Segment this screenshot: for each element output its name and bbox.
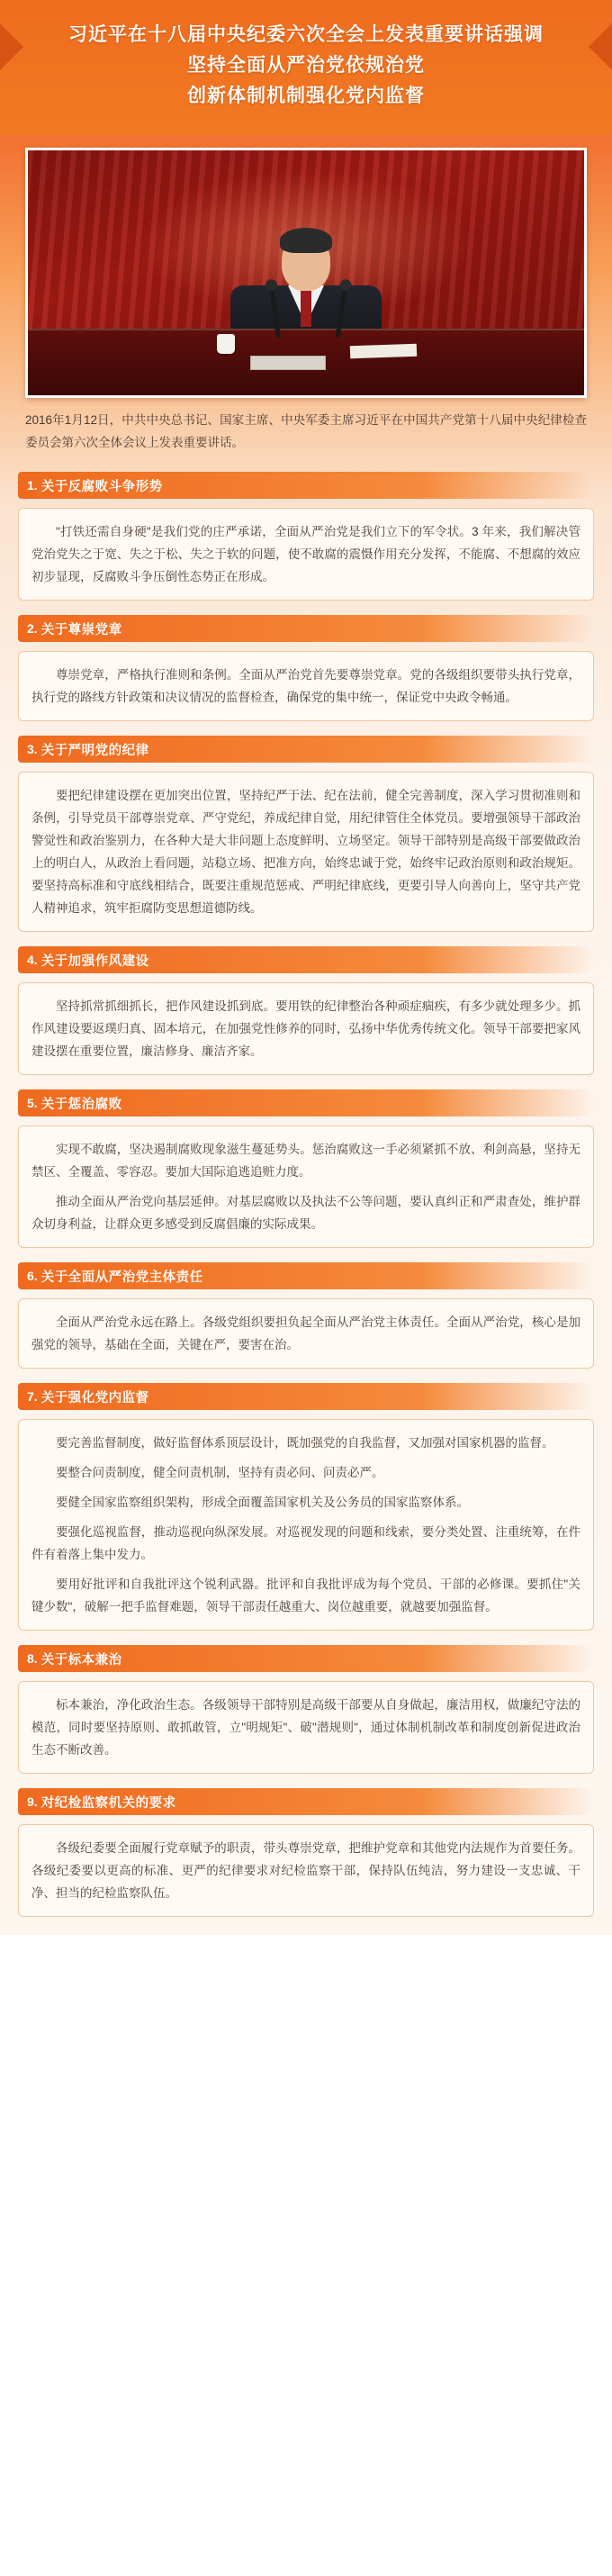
section-7-paragraph-1: 要完善监督制度，做好监督体系顶层设计，既加强党的自我监督，又加强对国家机器的监督。 [56, 1436, 554, 1450]
ribbon-right-decoration [589, 23, 612, 70]
name-placard [250, 356, 326, 370]
section-4-number: 4. [27, 953, 38, 967]
section-4 [0, 932, 612, 1075]
section-4-header [18, 946, 594, 973]
section-7-body [18, 1419, 594, 1631]
section-3-header [18, 736, 594, 763]
section-4-title: 关于加强作风建设 [40, 954, 149, 969]
section-8-header [18, 1645, 594, 1672]
section-2-body [18, 651, 594, 721]
section-5-number: 5. [27, 1096, 38, 1110]
section-7-number: 7. [27, 1389, 38, 1404]
section-8-title: 关于标本兼治 [40, 1652, 122, 1668]
section-5-header [18, 1089, 594, 1116]
section-2-number: 2. [27, 621, 38, 636]
section-1 [0, 457, 612, 601]
section-2-paragraph-1: 尊崇党章，严格执行准则和条例。全面从严治党首先要尊崇党章。党的各级组织要带头执行党章，执行党的路线方针政策和决议情况的监督检查，确保党的集中统一，保证党中央政令畅通。 [32, 668, 580, 704]
section-9 [0, 1774, 612, 1917]
page-title-line-3: 创新体制机制强化党内监督 [187, 86, 425, 106]
section-5-body [18, 1125, 594, 1248]
section-3-paragraph-1: 要把纪律建设摆在更加突出位置，坚持纪严于法、纪在法前，健全完善制度，深入学习贯彻准则和条例，引导党员干部尊崇党章、严守党纪，养成纪律自觉，用纪律管住全体党员。要增强领导干部政治警觉性和政治鉴别力，在各种大是大非问题上态度鲜明、立场坚定。领导干部特别是高级干部要做政治上的明白人，从政治上看问题，站稳立场、把准方向，始终忠诚于党，始终牢记政治原则和政治规矩。要坚持高标准和守底线相结合，既要注重规范惩戒、严明纪律底线，更要引导人向善向上，坚守共产党人精神追求，筑牢拒腐防变思想道德防线。 [32, 789, 580, 915]
section-8-paragraph-1: 标本兼治，净化政治生态。各级领导干部特别是高级干部要从自身做起，廉洁用权，做廉纪守法的模范，同时要坚持原则、敢抓敢管，立"明规矩"、破"潜规则"，通过体制机制改革和制度创新促进政治生态不断改善。 [32, 1698, 580, 1757]
header-banner [0, 0, 612, 135]
section-7 [0, 1369, 612, 1631]
section-5 [0, 1075, 612, 1248]
section-7-paragraph-4: 要强化巡视监督，推动巡视向纵深发展。对巡视发现的问题和线索，要分类处置、注重统筹，在件件有着落上集中发力。 [32, 1525, 580, 1561]
section-1-title: 关于反腐败斗争形势 [40, 479, 163, 494]
section-3-number: 3. [27, 742, 38, 756]
section-9-title: 对纪检监察机关的要求 [40, 1795, 176, 1811]
photo-speaker-tie [301, 291, 311, 327]
page-title-line-1: 习近平在十八届中央纪委六次全会上发表重要讲话强调 [68, 24, 544, 45]
documents-on-desk [350, 344, 417, 359]
section-1-paragraph-1: "打铁还需自身硬"是我们党的庄严承诺，全面从严治党是我们立下的军令状。3 年来，我们解决管党治党失之于宽、失之于松、失之于软的问题，使不敢腐的震慑作用充分发挥，不能腐、不想腐的效应初步显现，反腐败斗争压倒性态势正在形成。 [32, 525, 580, 583]
photo-speaker-hair [280, 228, 332, 253]
section-7-paragraph-5: 要用好批评和自我批评这个锐利武器。批评和自我批评成为每个党员、干部的必修课。要抓住"关键少数"，破解一把手监督难题，领导干部责任越重大、岗位越重要，就越要加强监督。 [32, 1577, 580, 1613]
section-1-header [18, 472, 594, 499]
section-7-paragraph-2: 要整合问责制度，健全问责机制，坚持有责必问、问责必严。 [56, 1466, 384, 1479]
section-5-paragraph-2: 推动全面从严治党向基层延伸。对基层腐败以及执法不公等问题，要认真纠正和严肃查处，维护群众切身利益，让群众更多感受到反腐倡廉的实际成果。 [32, 1195, 580, 1231]
section-9-body [18, 1824, 594, 1917]
teacup-icon [217, 334, 235, 354]
photo-caption: 2016年1月12日，中共中央总书记、国家主席、中央军委主席习近平在中国共产党第十八届中央纪律检查委员会第六次全体会议上发表重要讲话。 [25, 413, 587, 449]
section-2 [0, 601, 612, 721]
section-1-number: 1. [27, 478, 38, 493]
section-7-title: 关于强化党内监督 [40, 1390, 149, 1406]
ribbon-left-decoration [0, 23, 23, 70]
section-5-title: 关于惩治腐败 [40, 1097, 122, 1112]
section-6-header [18, 1262, 594, 1289]
section-5-paragraph-1: 实现不敢腐，坚决遏制腐败现象滋生蔓延势头。惩治腐败这一手必须紧抓不放、利剑高悬，坚持无禁区、全覆盖、零容忍。要加大国际追逃追赃力度。 [32, 1143, 580, 1179]
section-8-number: 8. [27, 1651, 38, 1666]
section-2-title: 关于尊崇党章 [40, 622, 122, 637]
section-3 [0, 721, 612, 932]
section-6-body [18, 1298, 594, 1369]
section-9-paragraph-1: 各级纪委要全面履行党章赋予的职责，带头尊崇党章，把维护党章和其他党内法规作为首要任务。各级纪委要以更高的标准、更严的纪律要求对纪检监察干部，保持队伍纯洁，努力建设一支忠诚、干净、担当的纪检监察队伍。 [32, 1841, 580, 1900]
hero-photo-wrapper [0, 135, 612, 398]
section-3-body [18, 772, 594, 932]
section-4-paragraph-1: 坚持抓常抓细抓长，把作风建设抓到底。要用铁的纪律整治各种顽症痼疾，有多少就处理多少。抓作风建设要返璞归真、固本培元，在加强党性修养的同时，弘扬中华优秀传统文化。领导干部要把家风建设摆在重要位置，廉洁修身、廉洁齐家。 [32, 999, 580, 1058]
section-7-header [18, 1383, 594, 1410]
section-8 [0, 1631, 612, 1774]
section-9-number: 9. [27, 1794, 38, 1809]
section-6-title: 关于全面从严治党主体责任 [40, 1270, 203, 1285]
section-6-number: 6. [27, 1269, 38, 1283]
section-6-paragraph-1: 全面从严治党永远在路上。各级党组织要担负起全面从严治党主体责任。全面从严治党，核心是加强党的领导，基础在全面，关键在严，要害在治。 [32, 1315, 580, 1351]
page-title-line-2: 坚持全面从严治党依规治党 [187, 55, 425, 76]
section-2-header [18, 615, 594, 642]
section-4-body [18, 982, 594, 1075]
section-7-paragraph-3: 要健全国家监察组织架构，形成全面覆盖国家机关及公务员的国家监察体系。 [56, 1496, 469, 1509]
speech-photo [25, 148, 587, 398]
section-1-body [18, 508, 594, 601]
section-9-header [18, 1788, 594, 1815]
section-3-title: 关于严明党的纪律 [40, 743, 149, 758]
section-6 [0, 1248, 612, 1369]
section-8-body [18, 1681, 594, 1774]
